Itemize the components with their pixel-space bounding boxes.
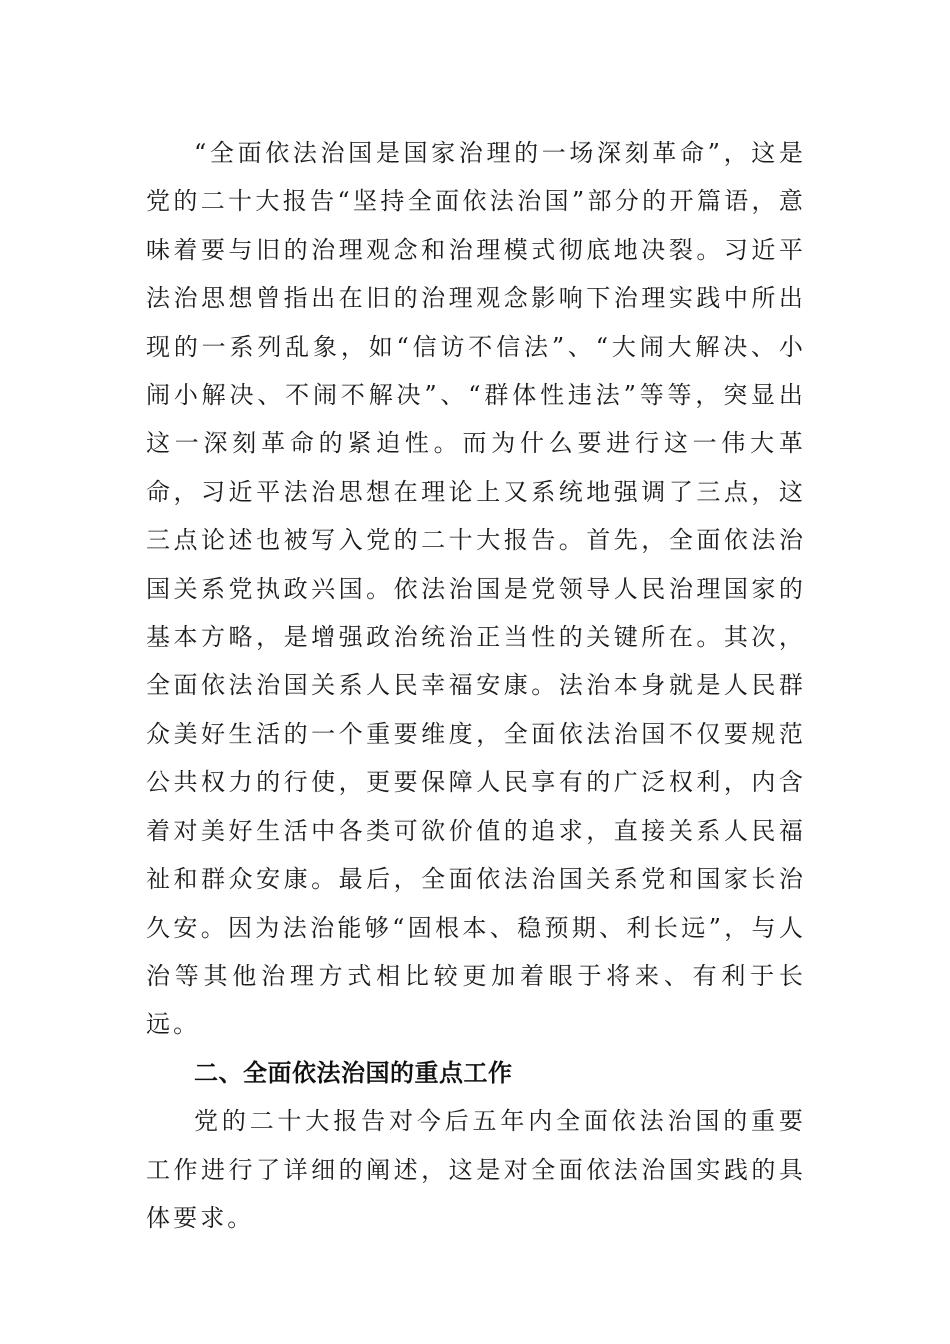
document-page <box>146 129 806 1242</box>
section-heading-2: 二、全面依法治国的重点工作 <box>194 1058 513 1087</box>
body-paragraph-1: “全面依法治国是国家治理的一场深刻革命”，这是党的二十大报告“坚持全面依法治国”部分的开篇语，意味着要与旧的治理观念和治理模式彻底地决裂。习近平法治思想曾指出在旧的治理观念影响下治理实践中所出现的一系列乱象，如“信访不信法”、“大闹大解决、小闹小解决、不闹不解决”、“群体性违法”等等，突显出这一深刻革命的紧迫性。而为什么要进行这一伟大革命，习近平法治思想在理论上又系统地强调了三点，这三点论述也被写入党的二十大报告。首先，全面依法治国关系党执政兴国。依法治国是党领导人民治理国家的基本方略，是增强政治统治正当性的关键所在。其次，全面依法治国关系人民幸福安康。法治本身就是人民群众美好生活的一个重要维度，全面依法治国不仅要规范公共权力的行使，更要保障人民享有的广泛权利，内含着对美好生活中各类可欲价值的追求，直接关系人民福祉和群众安康。最后，全面依法治国关系党和国家长治久安。因为法治能够“固根本、稳预期、利长远”，与人治等其他治理方式相比较更加着眼于将来、有利于长远。 <box>146 139 806 1039</box>
body-paragraph-2: 党的二十大报告对今后五年内全面依法治国的重要工作进行了详细的阐述，这是对全面依法治国实践的具体要求。 <box>146 1107 806 1232</box>
